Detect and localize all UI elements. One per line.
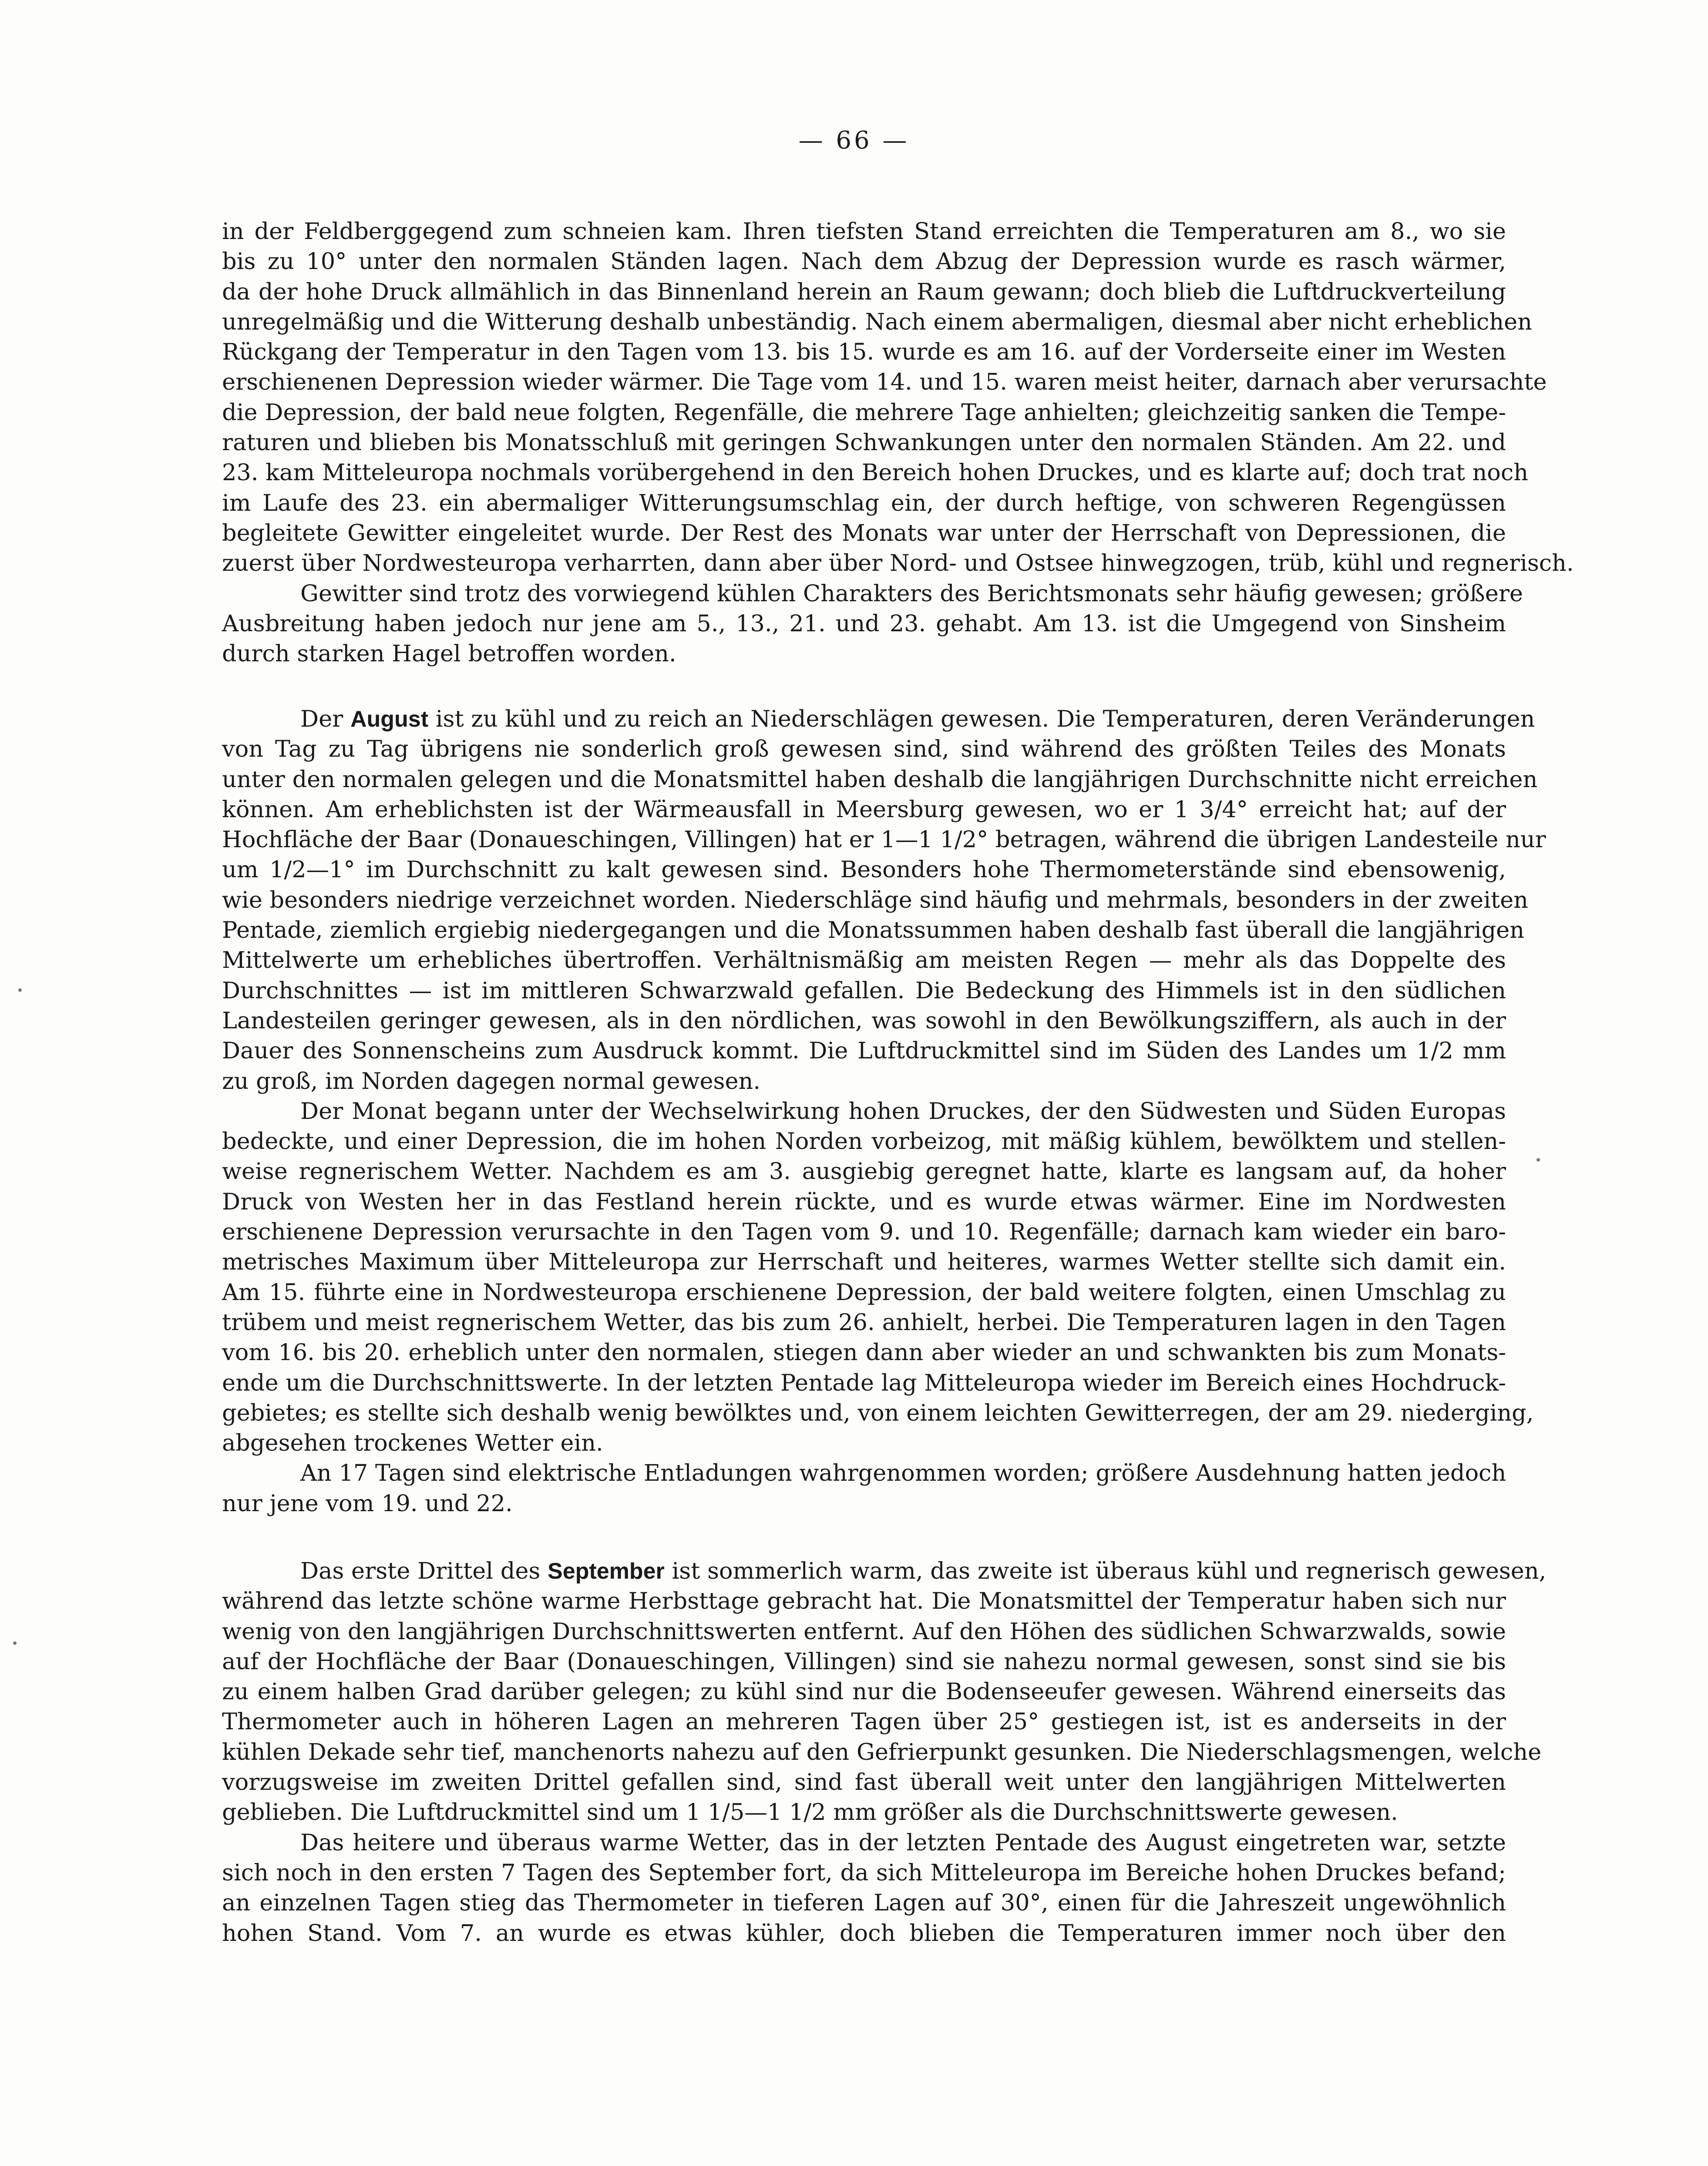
text-line: Hochfläche der Baar (Donaueschingen, Villingen) hat er 1—1 1/2° betragen, während die übrigen Landesteile nur [222, 826, 1546, 853]
text-line: wie besonders niedrige verzeichnet worden. Niederschläge sind häufig und mehrmals, besonders in der zweiten [222, 886, 1528, 913]
scan-speck [13, 1641, 17, 1645]
text-line [222, 704, 1535, 734]
text-line: von Tag zu Tag übrigens nie sonderlich groß gewesen sind, sind während des größten Teiles des Monats [222, 736, 1506, 763]
text-line: an einzelnen Tagen stieg das Thermometer in tieferen Lagen auf 30°, einen für die Jahreszeit ungewöhnlich [222, 1890, 1506, 1917]
text-line: gebietes; es stellte sich deshalb wenig bewölktes und, von einem leichten Gewitterregen, der am 29. niederging, [222, 1399, 1534, 1426]
month-heading-september: September [548, 1559, 665, 1584]
text-line: können. Am erheblichsten ist der Wärmeausfall in Meersburg gewesen, wo er 1 3/4° erreicht hat; auf der [222, 796, 1506, 823]
paragraph [222, 1096, 1534, 1459]
text-line: vorzugsweise im zweiten Drittel gefallen sind, sind fast überall weit unter den langjährigen Mittelwerten [222, 1769, 1506, 1796]
text-line: An 17 Tagen sind elektrische Entladungen wahrgenommen worden; größere Ausdehnung hatten jedoch [300, 1460, 1506, 1487]
paragraph [222, 1556, 1547, 1828]
text-line: zu einem halben Grad darüber gelegen; zu kühl sind nur die Bodenseeufer gewesen. Während einerseits das [222, 1678, 1506, 1705]
text-line: abgesehen trockenes Wetter ein. [222, 1430, 603, 1457]
text-line: die Depression, der bald neue folgten, Regenfälle, die mehrere Tage anhielten; gleichzeitig sanken die Tempe- [222, 399, 1506, 426]
text-line: ende um die Durchschnittswerte. In der letzten Pentade lag Mitteleuropa wieder im Bereich eines Hochdruck- [222, 1369, 1506, 1396]
text-line: in der Feldberggegend zum schneien kam. Ihren tiefsten Stand erreichten die Temperaturen am 8., wo sie [222, 218, 1506, 245]
paragraph [222, 579, 1523, 669]
paragraph-intro: Das erste Drittel des [300, 1558, 548, 1584]
text-line: Am 15. führte eine in Nordwesteuropa erschienene Depression, der bald weitere folgten, einen Umschlag zu [222, 1279, 1506, 1306]
paragraph [222, 1828, 1506, 1948]
text-line: erschienene Depression verursachte in den Tagen vom 9. und 10. Regenfälle; darnach kam wieder ein baro- [222, 1219, 1506, 1246]
text-line: Mittelwerte um erhebliches übertroffen. Verhältnismäßig am meisten Regen — mehr als das Doppelte des [222, 947, 1506, 974]
august-section [222, 704, 1546, 1519]
text-line [222, 1556, 1547, 1586]
text-line: Ausbreitung haben jedoch nur jene am 5., 13., 21. und 23. gehabt. Am 13. ist die Umgegend von Sinsheim [222, 610, 1506, 637]
text-line: Das heitere und überaus warme Wetter, das in der letzten Pentade des August eingetreten war, setzte [300, 1829, 1506, 1856]
text-line: im Laufe des 23. ein abermaliger Witterungsumschlag ein, der durch heftige, von schweren Regengüssen [222, 489, 1506, 516]
text-line: während das letzte schöne warme Herbsttage gebracht hat. Die Monatsmittel der Temperatur haben sich nur [222, 1588, 1506, 1615]
scan-speck [1537, 1158, 1540, 1162]
text-line: auf der Hochfläche der Baar (Donaueschingen, Villingen) sind sie nahezu normal gewesen, sonst sind sie bis [222, 1648, 1506, 1675]
text-line: um 1/2—1° im Durchschnitt zu kalt gewesen sind. Besonders hohe Thermometerstände sind ebensowenig, [222, 856, 1506, 883]
text-line: trübem und meist regnerischem Wetter, das bis zum 26. anhielt, herbei. Die Temperaturen lagen in den Tagen [222, 1309, 1506, 1336]
paragraph-intro: Der [300, 706, 350, 732]
text-line: Druck von Westen her in das Festland herein rückte, und es wurde etwas wärmer. Eine im Nordwesten [222, 1188, 1506, 1215]
text-line: wenig von den langjährigen Durchschnittswerten entfernt. Auf den Höhen des südlichen Schwarzwalds, sowie [222, 1618, 1506, 1645]
text-line: geblieben. Die Luftdruckmittel sind um 1 1/5—1 1/2 mm größer als die Durchschnittswerte gewesen. [222, 1799, 1398, 1826]
text-line: nur jene vom 19. und 22. [222, 1490, 513, 1517]
text-line: erschienenen Depression wieder wärmer. Die Tage vom 14. und 15. waren meist heiter, darnach aber verursachte [222, 369, 1547, 396]
text-line: sich noch in den ersten 7 Tagen des September fort, da sich Mitteleuropa im Bereiche hohen Druckes befand; [222, 1859, 1506, 1886]
text-line: da der hohe Druck allmählich in das Binnenland herein an Raum gewann; doch blieb die Luftdruckverteilung [222, 278, 1506, 305]
text-line: Durchschnittes — ist im mittleren Schwarzwald gefallen. Die Bedeckung des Himmels ist in den südlichen [222, 977, 1506, 1004]
text-line: vom 16. bis 20. erheblich unter den normalen, stiegen dann aber wieder an und schwankten bis zum Monats- [222, 1339, 1506, 1366]
text-line: begleitete Gewitter eingeleitet wurde. Der Rest des Monats war unter der Herrschaft von Depressionen, die [222, 519, 1506, 546]
text-line: Der Monat begann unter der Wechselwirkung hohen Druckes, der den Südwesten und Süden Europas [300, 1098, 1506, 1125]
paragraph [222, 704, 1546, 1096]
text-line: hohen Stand. Vom 7. an wurde es etwas kühler, doch blieben die Temperaturen immer noch über den [222, 1920, 1506, 1947]
text-line: Pentade, ziemlich ergiebig niedergegangen und die Monatssummen haben deshalb fast überall die langjährigen [222, 917, 1525, 944]
text-line: zu groß, im Norden dagegen normal gewesen. [222, 1068, 761, 1095]
paragraph-first-line-rest: ist zu kühl und zu reich an Niederschlägen gewesen. Die Temperaturen, deren Veränderungen [428, 706, 1535, 732]
text-line: bis zu 10° unter den normalen Ständen lagen. Nach dem Abzug der Depression wurde es rasch wärmer, [222, 248, 1506, 275]
text-line: Gewitter sind trotz des vorwiegend kühlen Charakters des Berichtsmonats sehr häufig gewesen; größere [300, 580, 1523, 607]
text-line: durch starken Hagel betroffen worden. [222, 640, 676, 667]
text-line: Landesteilen geringer gewesen, als in den nördlichen, was sowohl in den Bewölkungsziffern, als auch in der [222, 1007, 1506, 1034]
text-line: raturen und blieben bis Monatsschluß mit geringen Schwankungen unter den normalen Ständen. Am 22. und [222, 429, 1506, 456]
text-line: metrisches Maximum über Mitteleuropa zur Herrschaft und heiteres, warmes Wetter stellte sich damit ein. [222, 1249, 1506, 1276]
text-line: unter den normalen gelegen und die Monatsmittel haben deshalb die langjährigen Durchschnitte nicht erreichen [222, 766, 1538, 793]
text-line: weise regnerischem Wetter. Nachdem es am 3. ausgiebig geregnet hatte, klarte es langsam auf, da hoher [222, 1158, 1506, 1185]
month-heading-august: August [350, 707, 429, 732]
text-line: kühlen Dekade sehr tief, manchenorts nahezu auf den Gefrierpunkt gesunken. Die Niederschlagsmengen, welche [222, 1738, 1542, 1765]
scan-speck [18, 988, 22, 992]
page-number: — 66 — [798, 126, 910, 155]
july-continuation-section [222, 216, 1574, 669]
text-line: unregelmäßig und die Witterung deshalb unbeständig. Nach einem abermaligen, diesmal aber nicht erheblichen [222, 308, 1532, 335]
text-line: Dauer des Sonnenscheins zum Ausdruck kommt. Die Luftdruckmittel sind im Süden des Landes um 1/2 mm [222, 1038, 1506, 1064]
text-line: 23. kam Mitteleuropa nochmals vorübergehend in den Bereich hohen Druckes, und es klarte auf; doch trat noch [222, 459, 1529, 486]
paragraph [222, 1458, 1506, 1519]
text-line: Rückgang der Temperatur in den Tagen vom 13. bis 15. wurde es am 16. auf der Vorderseite einer im Westen [222, 339, 1506, 366]
text-line: Thermometer auch in höheren Lagen an mehreren Tagen über 25° gestiegen ist, ist es anderseits in der [222, 1708, 1506, 1735]
text-line: zuerst über Nordwesteuropa verharrten, dann aber über Nord- und Ostsee hinwegzogen, trüb, kühl und regnerisch. [222, 550, 1574, 577]
paragraph-first-line-rest: ist sommerlich warm, das zweite ist überaus kühl und regnerisch gewesen, [664, 1558, 1547, 1584]
september-section [222, 1556, 1547, 1948]
text-line: bedeckte, und einer Depression, die im hohen Norden vorbeizog, mit mäßig kühlem, bewölktem und stellen- [222, 1128, 1506, 1155]
paragraph [222, 216, 1574, 579]
